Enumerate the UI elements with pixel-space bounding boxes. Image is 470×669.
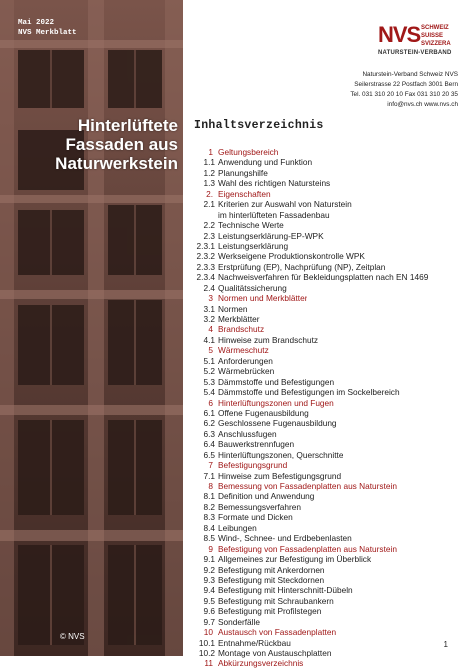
toc-label: Normen <box>218 303 248 314</box>
toc-label: Brandschutz <box>218 324 265 335</box>
toc-number: 6.2 <box>203 418 215 429</box>
toc-number: 9.4 <box>203 585 215 596</box>
toc-label: Hinweise zum Brandschutz <box>218 334 319 345</box>
toc-entry[interactable] <box>190 585 460 595</box>
toc-label: Befestigung von Fassadenplatten aus Naturstein <box>218 543 397 554</box>
toc-entry[interactable] <box>190 377 460 387</box>
toc-number: 5.4 <box>203 387 215 398</box>
toc-label: Wärmebrücken <box>218 366 275 377</box>
toc-label: Erstprüfung (EP), Nachprüfung (NP), Zeitplan <box>218 261 386 272</box>
toc-number: 8.3 <box>203 512 215 523</box>
toc-entry[interactable] <box>190 471 460 481</box>
table-of-contents <box>190 147 460 669</box>
toc-number: 2.3.1 <box>196 240 215 251</box>
toc-section[interactable] <box>190 147 460 157</box>
toc-entry[interactable] <box>190 210 460 220</box>
address-web: info@nvs.ch www.nvs.ch <box>387 101 458 108</box>
toc-label: Allgemeines zur Befestigung im Überblick <box>218 554 372 565</box>
toc-number: 6 <box>208 397 213 408</box>
toc-entry[interactable] <box>190 241 460 251</box>
toc-label: Dämmstoffe und Befestigungen <box>218 376 335 387</box>
toc-entry[interactable] <box>190 617 460 627</box>
toc-label: Hinweise zum Befestigungsgrund <box>218 470 342 481</box>
toc-label: Definition und Anwendung <box>218 491 315 502</box>
toc-entry[interactable] <box>190 429 460 439</box>
toc-label: Normen und Merkblätter <box>218 293 308 304</box>
toc-section[interactable] <box>190 658 460 668</box>
toc-label: Montage von Austauschplatten <box>218 648 332 658</box>
toc-number: 5 <box>208 345 213 356</box>
toc-label: Entnahme/Rückbau <box>218 637 291 648</box>
toc-entry[interactable] <box>190 199 460 209</box>
logo-languages <box>421 24 451 48</box>
toc-number: 5.2 <box>203 366 215 377</box>
toc-number: 2.3 <box>203 230 215 241</box>
toc-label: Geschlossene Fugenausbildung <box>218 418 337 429</box>
toc-label: Bemessung von Fassadenplatten aus Naturstein <box>218 481 397 491</box>
address-org: Naturstein-Verband Schweiz NVS <box>362 71 458 78</box>
toc-entry[interactable] <box>190 596 460 606</box>
toc-entry[interactable] <box>190 418 460 428</box>
toc-entry[interactable] <box>190 387 460 397</box>
toc-section[interactable] <box>190 189 460 199</box>
toc-section[interactable] <box>190 481 460 491</box>
toc-entry[interactable] <box>190 565 460 575</box>
toc-label: Eigenschaften <box>218 188 271 199</box>
toc-section[interactable] <box>190 293 460 303</box>
toc-label: Austausch von Fassadenplatten <box>218 627 337 638</box>
toc-entry[interactable] <box>190 408 460 418</box>
toc-number: 3.2 <box>203 314 215 324</box>
cover-title <box>6 116 178 173</box>
logo-lang-fr: SUISSE <box>421 33 444 39</box>
toc-label: Qualitätssicherung <box>218 282 287 293</box>
toc-label: Befestigung mit Ankerdornen <box>218 564 325 575</box>
toc-entry[interactable] <box>190 523 460 533</box>
logo-subtitle: NATURSTEIN-VERBAND <box>378 50 452 56</box>
toc-entry[interactable] <box>190 512 460 522</box>
toc-label: Hinterlüftungszonen und Fugen <box>218 397 334 408</box>
toc-section[interactable] <box>190 324 460 334</box>
cover-meta <box>18 18 77 38</box>
toc-number: 8.2 <box>203 501 215 512</box>
nvs-logo <box>378 22 450 56</box>
toc-entry[interactable] <box>190 502 460 512</box>
cover-title-line-2: Fassaden aus <box>65 135 178 154</box>
toc-label: Abkürzungsverzeichnis <box>218 658 304 669</box>
toc-number: 9.5 <box>203 595 215 606</box>
logo-lang-it: SVIZZERA <box>421 41 451 47</box>
toc-entry[interactable] <box>190 356 460 366</box>
toc-number: 3 <box>208 293 213 304</box>
toc-section[interactable] <box>190 345 460 355</box>
toc-number: 2.3.2 <box>196 251 215 262</box>
toc-label: Wärmeschutz <box>218 345 269 356</box>
toc-number: 2.3.3 <box>196 261 215 272</box>
toc-number: 3.1 <box>203 303 215 314</box>
toc-section[interactable] <box>190 544 460 554</box>
toc-entry[interactable] <box>190 450 460 460</box>
toc-entry[interactable] <box>190 491 460 501</box>
logo-lang-de: SCHWEIZ <box>421 25 449 31</box>
toc-number: 9.6 <box>203 606 215 617</box>
toc-number: 5.1 <box>203 355 215 366</box>
toc-entry[interactable] <box>190 262 460 272</box>
address-block <box>350 70 458 110</box>
toc-number: 2.3.4 <box>196 272 215 283</box>
toc-label: Wind-, Schnee- und Erdbebenlasten <box>218 533 352 544</box>
toc-section[interactable] <box>190 398 460 408</box>
toc-number: 1.3 <box>203 178 215 189</box>
toc-number: 2. <box>206 188 213 199</box>
toc-label: Anforderungen <box>218 355 273 366</box>
toc-number: 10.2 <box>198 648 215 658</box>
toc-number: 4.1 <box>203 334 215 345</box>
toc-number: 4 <box>208 324 213 335</box>
toc-label: Werkseigene Produktionskontrolle WPK <box>218 251 365 262</box>
toc-number <box>190 210 218 220</box>
toc-number: 1.1 <box>203 157 215 168</box>
toc-heading: Inhaltsverzeichnis <box>194 119 324 132</box>
toc-entry[interactable] <box>190 638 460 648</box>
toc-entry[interactable] <box>190 220 460 230</box>
toc-entry[interactable] <box>190 251 460 261</box>
toc-label: Anwendung und Funktion <box>218 157 313 168</box>
facade-photo <box>0 0 183 656</box>
cover-panel <box>0 0 183 656</box>
toc-entry[interactable] <box>190 575 460 585</box>
toc-entry[interactable] <box>190 304 460 314</box>
toc-label: Sonderfälle <box>218 616 260 627</box>
toc-label: Technische Werte <box>218 220 284 231</box>
toc-number: 9.2 <box>203 564 215 575</box>
toc-number: 9 <box>208 543 213 554</box>
toc-label: Offene Fugenausbildung <box>218 407 309 418</box>
toc-label: Leistungserklärung <box>218 240 289 251</box>
toc-label: Anschlussfugen <box>218 428 277 439</box>
toc-label: Leistungserklärung-EP-WPK <box>218 230 324 241</box>
toc-number: 5.3 <box>203 376 215 387</box>
toc-number: 8.5 <box>203 533 215 544</box>
toc-label: Wahl des richtigen Natursteins <box>218 178 331 189</box>
toc-number: 10.1 <box>198 637 215 648</box>
toc-label: Bemessungsverfahren <box>218 501 302 512</box>
toc-entry[interactable] <box>190 283 460 293</box>
toc-number: 2.4 <box>203 282 215 293</box>
toc-entry[interactable] <box>190 648 460 658</box>
cover-date: Mai 2022 <box>18 19 55 27</box>
cover-doc-type: NVS Merkblatt <box>18 29 77 37</box>
toc-label: Planungshilfe <box>218 167 268 178</box>
logo-mark: NVS <box>378 22 421 47</box>
toc-entry[interactable] <box>190 157 460 167</box>
toc-number: 1.2 <box>203 167 215 178</box>
toc-label: Befestigung mit Profilstegen <box>218 606 322 617</box>
toc-label: Befestigung mit Hinterschnitt-Dübeln <box>218 585 353 596</box>
toc-section[interactable] <box>190 627 460 637</box>
toc-label: Hinterlüftungszonen, Querschnitte <box>218 449 344 460</box>
toc-number: 1 <box>208 147 213 157</box>
toc-number: 6.5 <box>203 449 215 460</box>
toc-entry[interactable] <box>190 335 460 345</box>
toc-number: 8 <box>208 481 213 491</box>
toc-entry[interactable] <box>190 231 460 241</box>
toc-number: 8.1 <box>203 491 215 502</box>
toc-number: 11 <box>204 658 213 669</box>
toc-entry[interactable] <box>190 178 460 188</box>
toc-entry[interactable] <box>190 554 460 564</box>
toc-entry[interactable] <box>190 314 460 324</box>
toc-entry[interactable] <box>190 272 460 282</box>
toc-label: Kriterien zur Auswahl von Naturstein <box>218 199 352 210</box>
toc-number: 7 <box>208 460 213 471</box>
toc-number: 6.3 <box>203 428 215 439</box>
copyright: © NVS <box>60 632 85 641</box>
toc-label: Dämmstoffe und Befestigungen im Sockelbereich <box>218 387 400 398</box>
toc-label: Befestigungsgrund <box>218 460 288 471</box>
toc-label: Geltungsbereich <box>218 147 279 157</box>
toc-label: Nachweisverfahren für Bekleidungsplatten nach EN 1469 <box>218 272 429 283</box>
toc-number: 9.7 <box>203 616 215 627</box>
toc-number: 7.1 <box>203 470 215 481</box>
toc-label: Formate und Dicken <box>218 512 293 523</box>
toc-number: 6.4 <box>203 439 215 450</box>
toc-entry[interactable] <box>190 439 460 449</box>
toc-number: 2.2 <box>203 220 215 231</box>
toc-label: Befestigung mit Schraubankern <box>218 595 334 606</box>
address-street: Seilerstrasse 22 Postfach 3001 Bern <box>354 81 458 88</box>
toc-entry[interactable] <box>190 533 460 543</box>
toc-label: Bauwerkstrennfugen <box>218 439 295 450</box>
cover-title-line-1: Hinterlüftete <box>77 116 178 135</box>
toc-label: im hinterlüfteten Fassadenbau <box>218 209 330 220</box>
toc-entry[interactable] <box>190 366 460 376</box>
toc-number: 8.4 <box>203 522 215 533</box>
toc-number: 2.1 <box>203 199 215 210</box>
toc-entry[interactable] <box>190 168 460 178</box>
toc-label: Befestigung mit Steckdornen <box>218 574 325 585</box>
toc-entry[interactable] <box>190 606 460 616</box>
toc-number: 9.1 <box>203 554 215 565</box>
address-phone: Tel. 031 310 20 10 Fax 031 310 20 35 <box>350 91 458 98</box>
page-number: 1 <box>443 640 448 649</box>
cover-title-line-3: Naturwerkstein <box>55 154 178 173</box>
toc-label: Leibungen <box>218 522 257 533</box>
toc-number: 10 <box>203 627 213 638</box>
toc-number: 9.3 <box>203 574 215 585</box>
toc-number: 6.1 <box>203 407 215 418</box>
toc-label: Merkblätter <box>218 314 260 324</box>
toc-section[interactable] <box>190 460 460 470</box>
